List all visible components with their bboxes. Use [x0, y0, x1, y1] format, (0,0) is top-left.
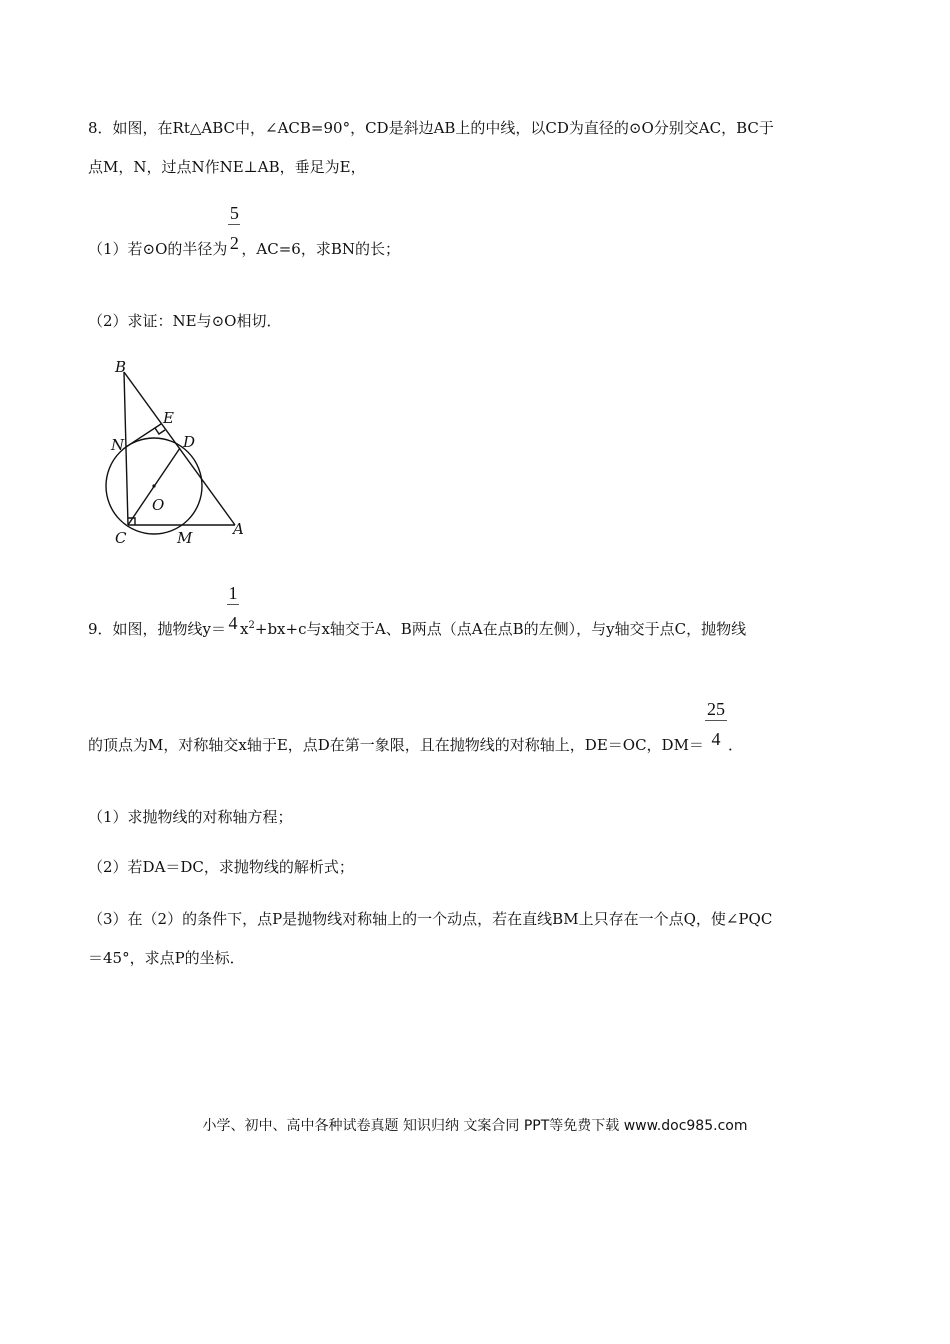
q8-part1-text-before: （1）若⊙O的半径为 [88, 240, 228, 258]
q9-stem-before: 9．如图，抛物线y＝ [88, 620, 227, 638]
q8-radius-numerator: 5 [229, 203, 239, 223]
label-c: C [115, 529, 127, 547]
label-d: D [183, 433, 196, 451]
q9-stem-after: +bx+c与x轴交于A、B两点（点A在点B的左侧），与y轴交于点C，抛物线 [254, 620, 747, 638]
q8-part1 [88, 203, 400, 259]
q9-part2: （2）若DA＝DC，求抛物线的解析式； [88, 858, 354, 876]
q8-geometry-figure [95, 350, 255, 550]
q8-stem-line2: 点M，N，过点N作NE⊥AB，垂足为E， [88, 158, 366, 176]
q9-stem-line1 [88, 583, 747, 639]
q9-line2-before: 的顶点为M，对称轴交x轴于E，点D在第一象限，且在抛物线的对称轴上，DE＝OC，DM＝ [88, 736, 704, 754]
q9-coefficient-numerator: 1 [228, 583, 238, 603]
q9-coefficient-denominator: 4 [228, 613, 238, 633]
q9-dm-denominator: 4 [711, 729, 721, 749]
q8-radius-denominator: 2 [229, 233, 239, 253]
label-n: N [111, 436, 125, 454]
q9-part3-line1: （3）在（2）的条件下，点P是抛物线对称轴上的一个动点，若在直线BM上只存在一个点Q，使∠PQC [88, 910, 773, 928]
q9-part3-line2: ＝45°，求点P的坐标． [88, 949, 245, 967]
q9-stem-line2 [88, 699, 743, 755]
q8-radius-fraction [227, 203, 241, 254]
q8-part2: （2）求证：NE与⊙O相切． [88, 312, 282, 330]
q9-part1: （1）求抛物线的对称轴方程； [88, 808, 293, 826]
label-o: O [152, 496, 165, 514]
label-m: M [177, 529, 193, 547]
q9-dm-fraction [704, 699, 728, 750]
q9-line2-after: ． [727, 736, 743, 754]
label-b: B [115, 358, 127, 376]
label-a: A [233, 520, 244, 538]
right-angle-e [155, 428, 165, 434]
center-o-dot [152, 484, 155, 487]
q9-dm-numerator: 25 [706, 699, 725, 719]
q9-variable-x: x [240, 620, 249, 638]
q8-part1-text-after: ，AC=6，求BN的长； [241, 240, 400, 258]
q8-stem-line1: 8．如图，在Rt△ABC中，∠ACB=90°，CD是斜边AB上的中线，以CD为直径的⊙O分别交AC，BC于 [88, 119, 774, 137]
q9-coefficient-fraction [226, 583, 240, 634]
label-e: E [163, 409, 174, 427]
page-footer: 小学、初中、高中各种试卷真题 知识归纳 文案合同 PPT等免费下载 www.doc985.com [202, 1118, 748, 1134]
q9-exponent: 2 [248, 620, 255, 631]
